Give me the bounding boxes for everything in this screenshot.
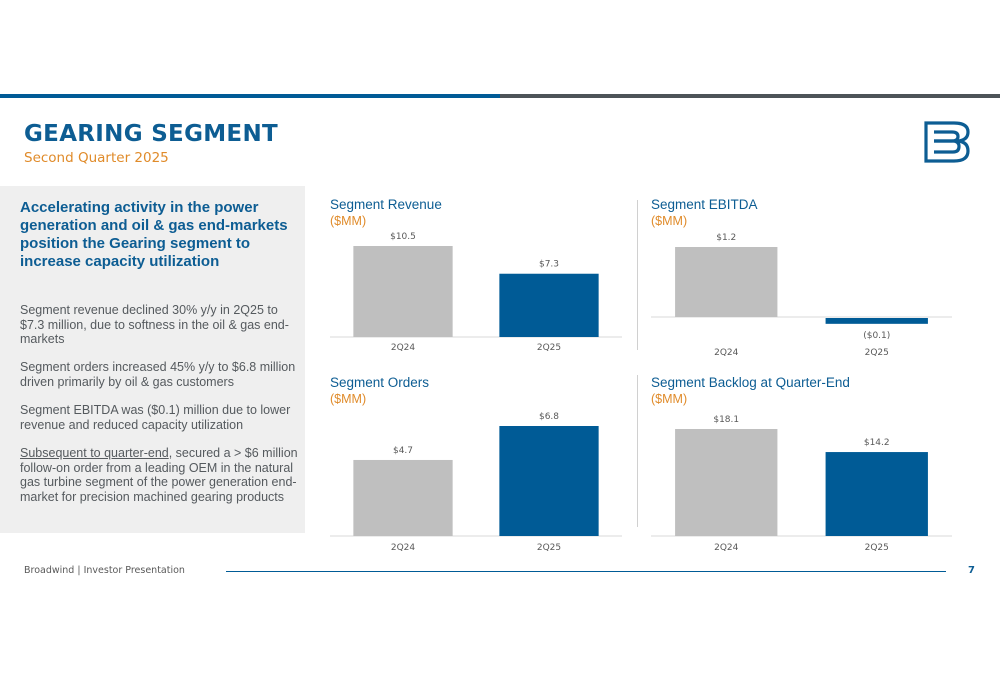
backlog-chart-title: Segment Backlog at Quarter-End	[651, 375, 850, 390]
page-number: 7	[968, 565, 975, 576]
orders-chart-unit: ($MM)	[330, 392, 367, 406]
backlog-chart-bar-2q25	[826, 452, 928, 536]
backlog-chart-value-label: $14.2	[863, 438, 890, 449]
page-title: GEARING SEGMENT	[24, 121, 278, 147]
revenue-chart-category-label: 2Q24	[390, 343, 416, 353]
orders-chart-title: Segment Orders	[330, 375, 430, 390]
ebitda-chart-value-label: $1.2	[716, 233, 737, 243]
revenue-chart-value-label: $7.3	[538, 259, 560, 270]
orders-chart-category-label: 2Q24	[390, 543, 416, 553]
revenue-chart-category-label: 2Q25	[536, 343, 562, 353]
orders-chart-category-label: 2Q25	[536, 543, 562, 553]
footer-text: Broadwind | Investor Presentation	[24, 565, 185, 576]
revenue-chart-value-label: $10.5	[390, 232, 416, 242]
backlog-chart-value-label: $18.1	[713, 415, 740, 425]
summary-paragraph-revenue: Segment revenue declined 30% y/y in 2Q25 to $7.3 million, due to softness in the oil & gas end-markets	[20, 303, 289, 346]
backlog-chart-category-label: 2Q25	[864, 543, 889, 553]
backlog-chart-bar-2q24	[675, 429, 777, 536]
summary-paragraph-orders: Segment orders increased 45% y/y to $6.8 million driven primarily by oil & gas customers	[20, 360, 296, 389]
ebitda-chart-value-label: ($0.1)	[863, 330, 891, 341]
orders-chart-value-label: $6.8	[538, 412, 560, 422]
page-subtitle: Second Quarter 2025	[24, 150, 169, 166]
subsequent-body-text: , secured a > $6 million follow-on order from a leading OEM in the natural gas turbine segment of the power generation end-market for precision machined gearing products	[20, 446, 298, 504]
footer-rule	[226, 571, 946, 572]
ebitda-chart-category-label: 2Q24	[714, 348, 739, 358]
revenue-chart-title: Segment Revenue	[330, 197, 442, 212]
backlog-chart-category-label: 2Q24	[714, 543, 739, 553]
revenue-chart-unit: ($MM)	[330, 214, 367, 228]
ebitda-chart-unit: ($MM)	[651, 214, 688, 228]
subsequent-underlined-text: Subsequent to quarter-end	[20, 446, 169, 460]
summary-paragraph-ebitda: Segment EBITDA was ($0.1) million due to lower revenue and reduced capacity utilization	[20, 403, 291, 432]
ebitda-chart-title: Segment EBITDA	[651, 197, 758, 212]
orders-chart-value-label: $4.7	[392, 445, 414, 456]
summary-headline: Accelerating activity in the power generation and oil & gas end-markets position the Gearing segment to increase capacity utilization	[20, 199, 288, 270]
ebitda-chart-category-label: 2Q25	[864, 348, 889, 358]
backlog-chart-unit: ($MM)	[651, 392, 688, 406]
